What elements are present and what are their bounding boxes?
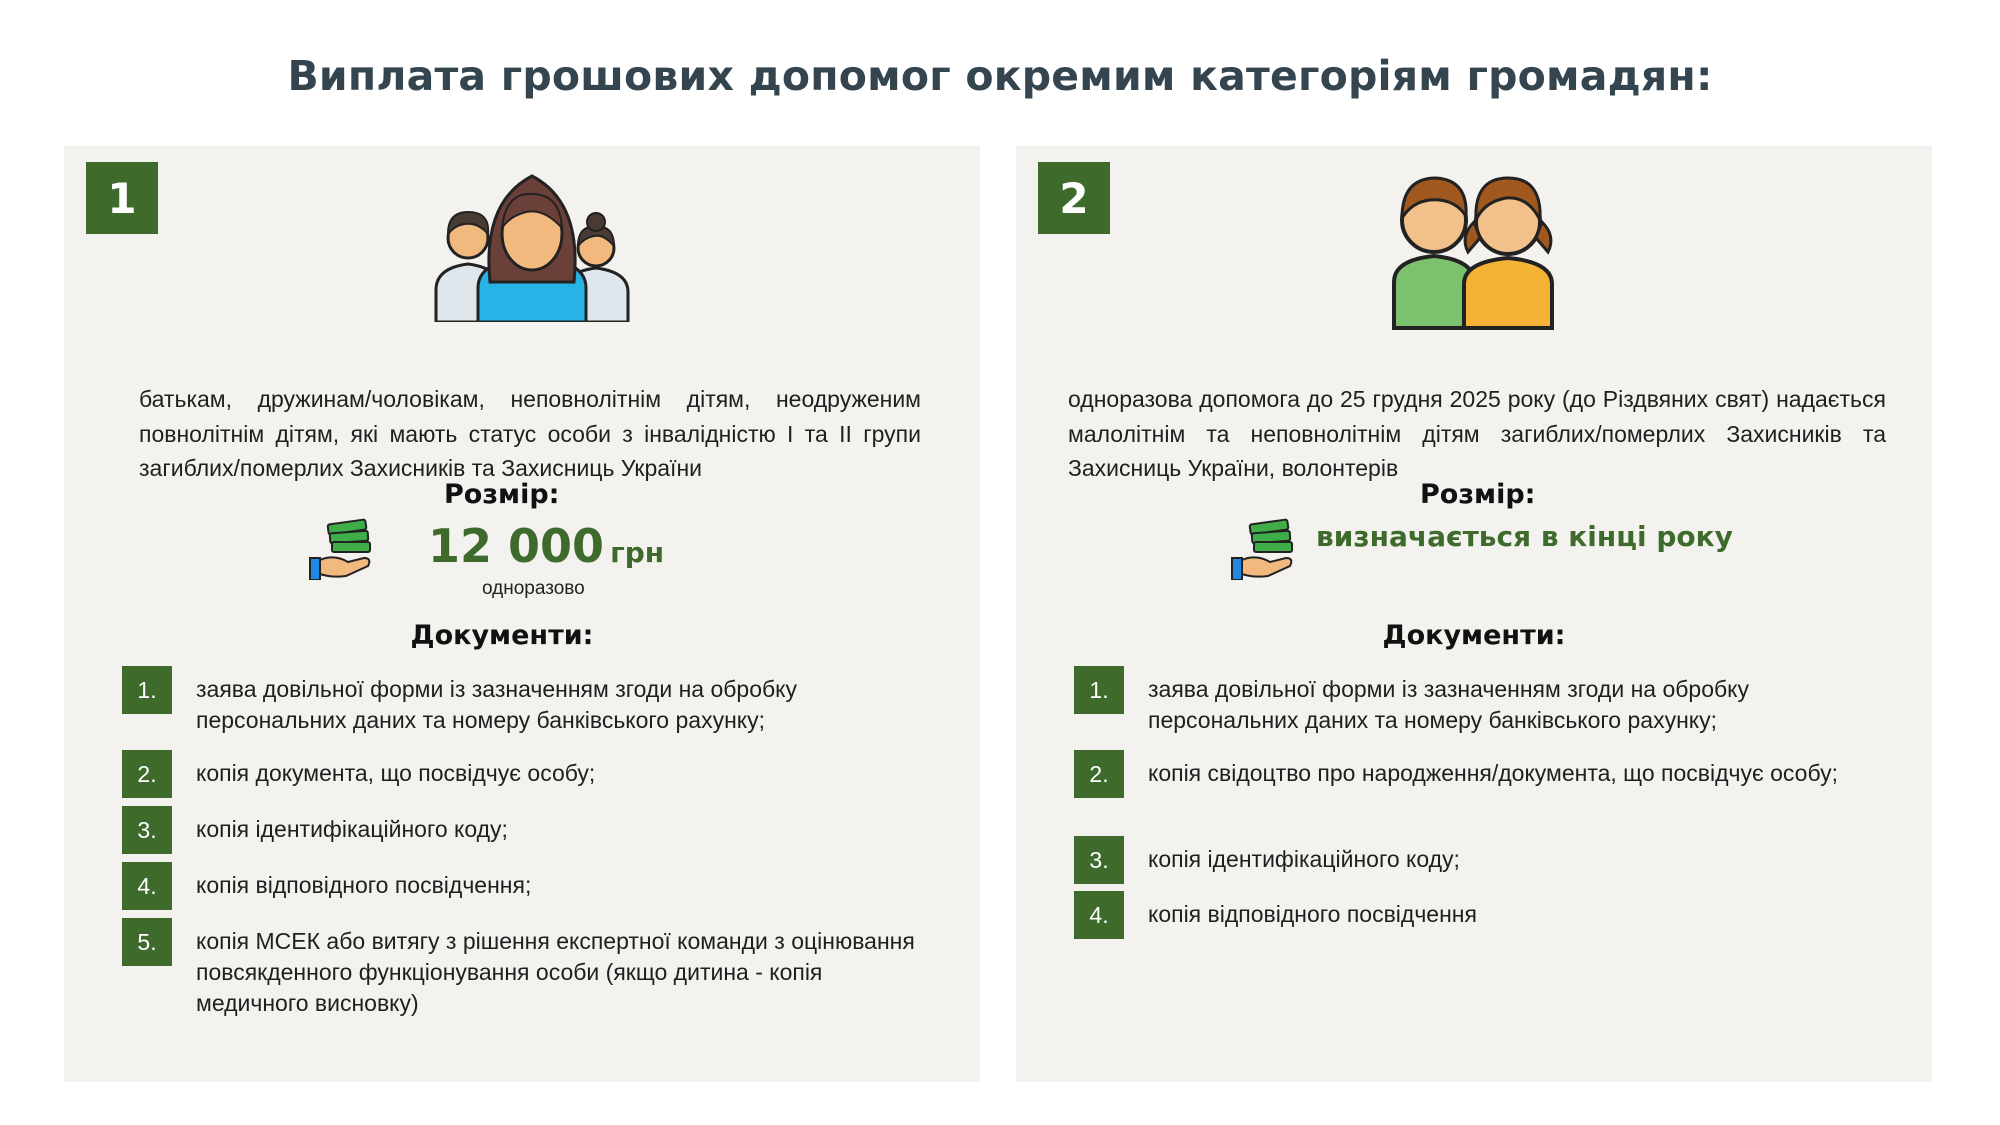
documents-label: Документи: [1382,620,1566,651]
document-number: 2. [1074,750,1124,798]
amount-value: визначається в кінці року [1316,520,1733,553]
family-icon [434,172,630,322]
card-number-badge: 2 [1038,162,1110,234]
document-number: 1. [122,666,172,714]
children-icon [1390,164,1560,330]
amount-value [428,519,664,573]
document-number: 1. [1074,666,1124,714]
document-number: 3. [1074,836,1124,884]
document-text: копія ідентифікаційного коду; [196,816,508,842]
size-label: Розмір: [1420,479,1536,510]
size-label: Розмір: [444,479,560,510]
card-description: одноразова допомога до 25 грудня 2025 року (до Різдвяних свят) надається малолітнім та неповнолітнім дітям загиблих/померлих Захисників та Захисниць України, волонтерів [1068,386,1886,481]
documents-label: Документи: [410,620,594,651]
amount-note: одноразово [482,578,585,599]
money-hand-icon [308,518,374,580]
document-text: копія документа, що посвідчує особу; [196,760,596,786]
amount-unit: грн [610,536,665,569]
money-hand-icon [1230,518,1296,580]
document-number: 2. [122,750,172,798]
amount-number: 12 000 [428,519,605,573]
document-number: 5. [122,918,172,966]
benefit-card-1 [64,146,980,1082]
benefit-card-2 [1016,146,1932,1082]
document-number: 3. [122,806,172,854]
document-number: 4. [122,862,172,910]
card-number-badge: 1 [86,162,158,234]
page-title: Виплата грошових допомог окремим категоріям громадян: [287,52,1713,100]
document-text: копія відповідного посвідчення [1148,901,1477,927]
document-text: копія МСЕК або витягу з рішення експертної команди з оцінювання повсякденного функціонування особи (якщо дитина - копія медичного висновку) [196,928,915,1016]
document-text: заява довільної форми із зазначенням згоди на обробку персональних даних та номеру банківського рахунку; [196,676,797,733]
document-text: копія свідоцтво про народження/документа, що посвідчує особу; [1148,760,1839,786]
document-text: заява довільної форми із зазначенням згоди на обробку персональних даних та номеру банківського рахунку; [1148,676,1749,733]
document-number: 4. [1074,891,1124,939]
card-description: батькам, дружинам/чоловікам, неповнолітнім дітям, неодруженим повнолітнім дітям, які мають статус особи з інвалідністю І та ІІ групи загиблих/померлих Захисників та Захисниць України [139,386,921,481]
document-text: копія відповідного посвідчення; [196,872,532,898]
document-text: копія ідентифікаційного коду; [1148,846,1460,872]
